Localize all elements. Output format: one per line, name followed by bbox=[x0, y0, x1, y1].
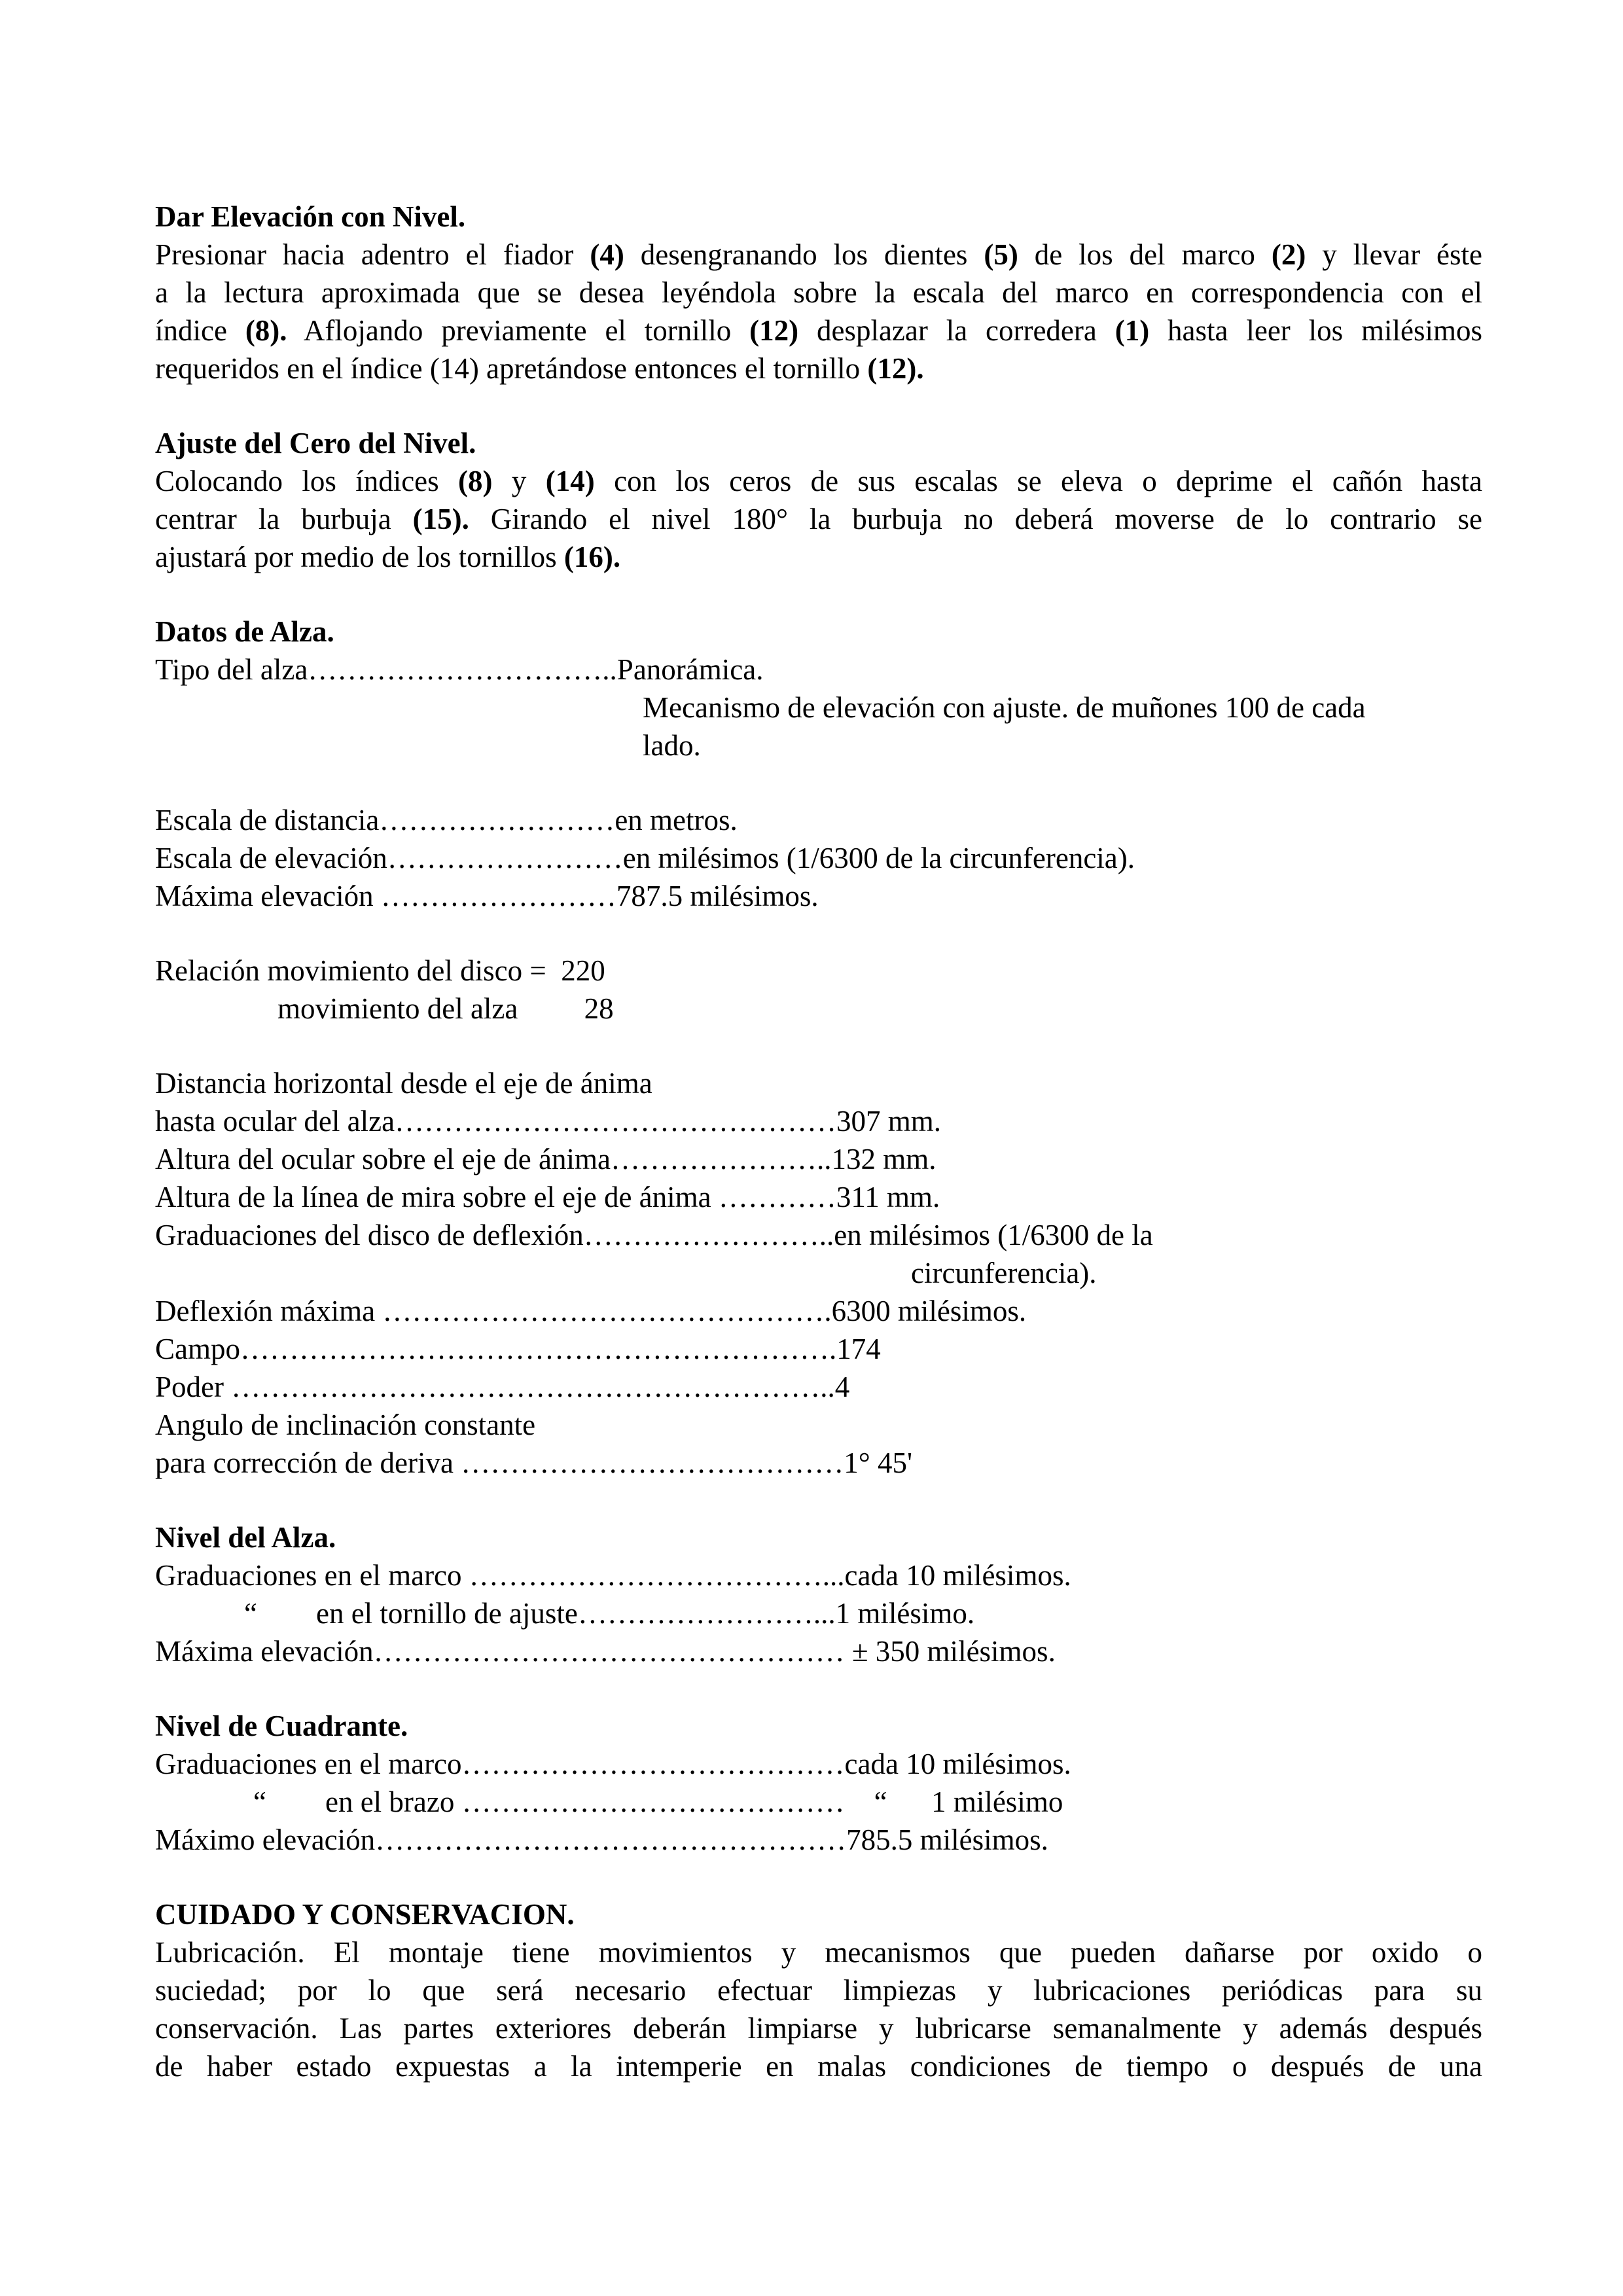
text-run: de los del marco bbox=[1018, 238, 1272, 271]
spec-angulo-inclinacion-cont: para corrección de deriva …………………………………1° 45' bbox=[155, 1446, 913, 1479]
reference-number: (2) bbox=[1271, 238, 1306, 271]
spec-relacion-numerador: Relación movimiento del disco = 220 bbox=[155, 954, 605, 987]
text-run: ajustará por medio de los tornillos bbox=[155, 541, 564, 573]
spec-mecanismo: Mecanismo de elevación con ajuste. de muñones 100 de cada bbox=[643, 691, 1366, 724]
text-run: Aflojando previamente el tornillo bbox=[287, 314, 750, 347]
spec-altura-linea-mira: Altura de la línea de mira sobre el eje de ánima …………311 mm. bbox=[155, 1181, 940, 1213]
spec-deflexion-maxima: Deflexión máxima ……………………………………….6300 milésimos. bbox=[155, 1295, 1027, 1327]
paragraph-line: Lubricación. El montaje tiene movimientos y mecanismos que pueden dañarse por oxido o bbox=[155, 1936, 1482, 1969]
spec-poder: Poder ……………………………………………………..4 bbox=[155, 1371, 850, 1403]
spec-escala-distancia: Escala de distancia……………………en metros. bbox=[155, 804, 738, 836]
heading-dar-elevacion: Dar Elevación con Nivel. bbox=[155, 200, 466, 233]
spec-maxima-elevacion: Máxima elevación ……………………787.5 milésimos. bbox=[155, 880, 819, 912]
reference-number: (5) bbox=[984, 238, 1018, 271]
text-run: desengranando los dientes bbox=[624, 238, 984, 271]
spec-graduaciones-disco-cont: circunferencia). bbox=[911, 1257, 1097, 1289]
paragraph-line bbox=[155, 538, 620, 576]
text-run: centrar la burbuja bbox=[155, 503, 413, 535]
spec-cuadrante-maximo: Máximo elevación…………………………………………785.5 milésimos. bbox=[155, 1823, 1048, 1856]
text-run: requeridos en el índice (14) apretándose entonces el tornillo bbox=[155, 352, 868, 385]
paragraph-line: a la lectura aproximada que se desea leyéndola sobre la escala del marco en correspondencia con el bbox=[155, 276, 1482, 309]
text-run: Presionar hacia adentro el fiador bbox=[155, 238, 590, 271]
paragraph-line bbox=[155, 350, 924, 387]
spec-escala-elevacion: Escala de elevación……………………en milésimos (1/6300 de la circunferencia). bbox=[155, 842, 1135, 874]
heading-datos-alza: Datos de Alza. bbox=[155, 615, 334, 648]
spec-relacion-denominador: movimiento del alza 28 bbox=[277, 992, 614, 1025]
paragraph-line: suciedad; por lo que será necesario efectuar limpiezas y lubricaciones periódicas para su bbox=[155, 1974, 1482, 2007]
spec-mecanismo-cont: lado. bbox=[643, 729, 701, 762]
spec-nivel-alza-graduaciones: Graduaciones en el marco ………………………………...cada 10 milésimos. bbox=[155, 1559, 1071, 1592]
text-run: y bbox=[492, 465, 546, 497]
reference-number: (1) bbox=[1115, 314, 1150, 347]
reference-number: (8). bbox=[245, 314, 287, 347]
reference-number: (8) bbox=[458, 465, 493, 497]
text-run: con los ceros de sus escalas se eleva o deprime el cañón hasta bbox=[594, 465, 1483, 497]
heading-ajuste-cero: Ajuste del Cero del Nivel. bbox=[155, 427, 476, 459]
spec-angulo-inclinacion: Angulo de inclinación constante bbox=[155, 1408, 536, 1441]
spec-nivel-alza-maxima: Máxima elevación………………………………………… ± 350 milésimos. bbox=[155, 1635, 1056, 1668]
text-run: Colocando los índices bbox=[155, 465, 459, 497]
paragraph-line: de haber estado expuestas a la intemperie en malas condiciones de tiempo o después de una bbox=[155, 2050, 1482, 2083]
paragraph-line bbox=[155, 312, 1482, 350]
heading-nivel-alza: Nivel del Alza. bbox=[155, 1521, 336, 1554]
reference-number: (12) bbox=[749, 314, 799, 347]
reference-number: (4) bbox=[590, 238, 624, 271]
text-run: índice bbox=[155, 314, 245, 347]
spec-cuadrante-brazo: “ en el brazo ………………………………… “ 1 milésimo bbox=[253, 1785, 1063, 1818]
paragraph-line bbox=[155, 236, 1482, 274]
paragraph-line bbox=[155, 462, 1482, 500]
paragraph-line bbox=[155, 500, 1482, 538]
reference-number: (14) bbox=[545, 465, 595, 497]
spec-nivel-alza-tornillo: “ en el tornillo de ajuste……………………...1 milésimo. bbox=[244, 1597, 975, 1630]
spec-graduaciones-disco: Graduaciones del disco de deflexión……………………..en milésimos (1/6300 de la bbox=[155, 1219, 1153, 1251]
spec-campo: Campo…………………………………………………….174 bbox=[155, 1333, 881, 1365]
text-run: y llevar éste bbox=[1306, 238, 1482, 271]
text-run: hasta leer los milésimos bbox=[1149, 314, 1483, 347]
spec-distancia-horizontal: Distancia horizontal desde el eje de ánima bbox=[155, 1067, 652, 1100]
heading-nivel-cuadrante: Nivel de Cuadrante. bbox=[155, 1710, 408, 1742]
reference-number: (12). bbox=[867, 352, 924, 385]
reference-number: (16). bbox=[563, 541, 621, 573]
text-run: Girando el nivel 180° la burbuja no deberá moverse de lo contrario se bbox=[469, 503, 1482, 535]
spec-cuadrante-graduaciones: Graduaciones en el marco…………………………………cada 10 milésimos. bbox=[155, 1748, 1071, 1780]
spec-altura-ocular: Altura del ocular sobre el eje de ánima…………………..132 mm. bbox=[155, 1143, 936, 1175]
paragraph-line: conservación. Las partes exteriores deberán limpiarse y lubricarse semanalmente y además después bbox=[155, 2012, 1482, 2045]
spec-tipo-alza: Tipo del alza…………………………..Panorámica. bbox=[155, 653, 764, 686]
text-run: desplazar la corredera bbox=[798, 314, 1115, 347]
heading-cuidado-conservacion: CUIDADO Y CONSERVACION. bbox=[155, 1898, 575, 1931]
spec-distancia-horizontal-cont: hasta ocular del alza………………………………………307 mm. bbox=[155, 1105, 942, 1138]
reference-number: (15). bbox=[412, 503, 469, 535]
